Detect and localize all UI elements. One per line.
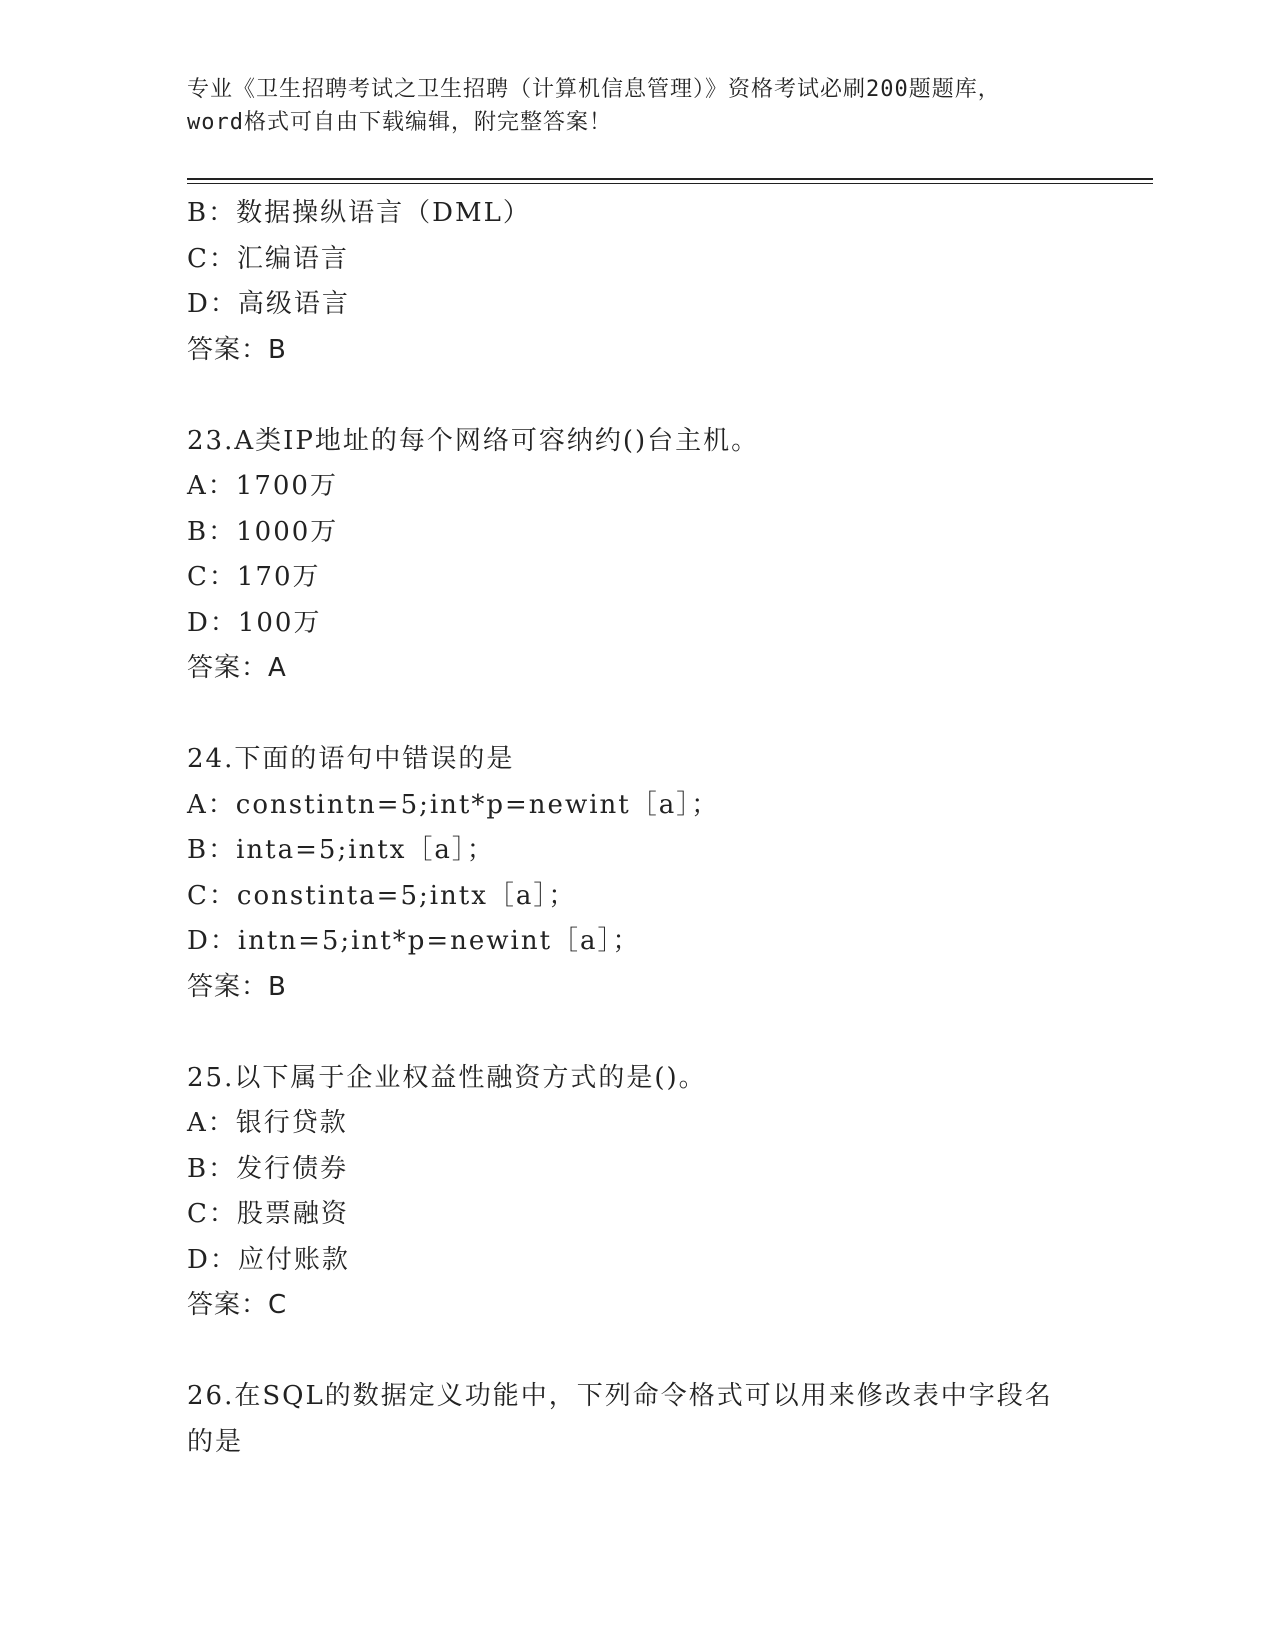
option-d: D：100万 [187, 607, 322, 638]
spacer [187, 692, 1087, 738]
answer-line: 答案：B [187, 971, 287, 1002]
question-stem-line-1: 26.在SQL的数据定义功能中，下列命令格式可以用来修改表中字段名 [187, 1381, 1053, 1411]
header-divider-thick [187, 178, 1153, 180]
option-c: C：constinta=5;intx［a］； [187, 880, 577, 911]
question-stem-line-2: 的是 [187, 1426, 244, 1457]
question-block-25 [187, 1056, 1087, 1329]
option-d: D：intn=5;int*p=newint［a］； [187, 926, 641, 956]
question-stem: 25.以下属于企业权益性融资方式的是()。 [187, 1062, 707, 1093]
option-b: B：发行债券 [187, 1153, 349, 1184]
option-c: C：股票融资 [187, 1199, 349, 1229]
option-b: B：inta=5;intx［a］； [187, 835, 495, 865]
option-b: B：1000万 [187, 516, 339, 547]
answer-line: 答案：B [187, 334, 287, 365]
question-stem: 24.下面的语句中错误的是 [187, 744, 515, 774]
spacer [187, 373, 1087, 419]
option-a: A：1700万 [187, 471, 338, 501]
header-divider-thin [187, 183, 1153, 184]
question-block-23 [187, 419, 1087, 692]
option-b: B：数据操纵语言（DML） [187, 198, 531, 228]
option-c: C：170万 [187, 562, 321, 592]
answer-line: 答案：A [187, 653, 287, 683]
option-a: A：constintn=5;int*p=newint［a］； [187, 789, 720, 820]
answer-line: 答案：C [187, 1290, 288, 1320]
option-a: A：银行贷款 [187, 1108, 348, 1138]
spacer [187, 1329, 1087, 1375]
document-header [187, 73, 1087, 139]
option-c: C：汇编语言 [187, 243, 349, 274]
spacer [187, 1010, 1087, 1056]
question-block-24 [187, 737, 1087, 1010]
option-d: D：高级语言 [187, 289, 350, 319]
question-stem: 23.A类IP地址的每个网络可容纳约()台主机。 [187, 425, 760, 456]
header-title-line-2: word格式可自由下载编辑，附完整答案！ [187, 110, 612, 135]
option-d: D：应付账款 [187, 1244, 350, 1275]
question-list [187, 191, 1087, 1465]
question-block-22 [187, 191, 1087, 373]
header-title-line-1: 专业《卫生招聘考试之卫生招聘（计算机信息管理）》资格考试必刷200题题库， [187, 77, 1001, 102]
question-block-26 [187, 1374, 1087, 1465]
